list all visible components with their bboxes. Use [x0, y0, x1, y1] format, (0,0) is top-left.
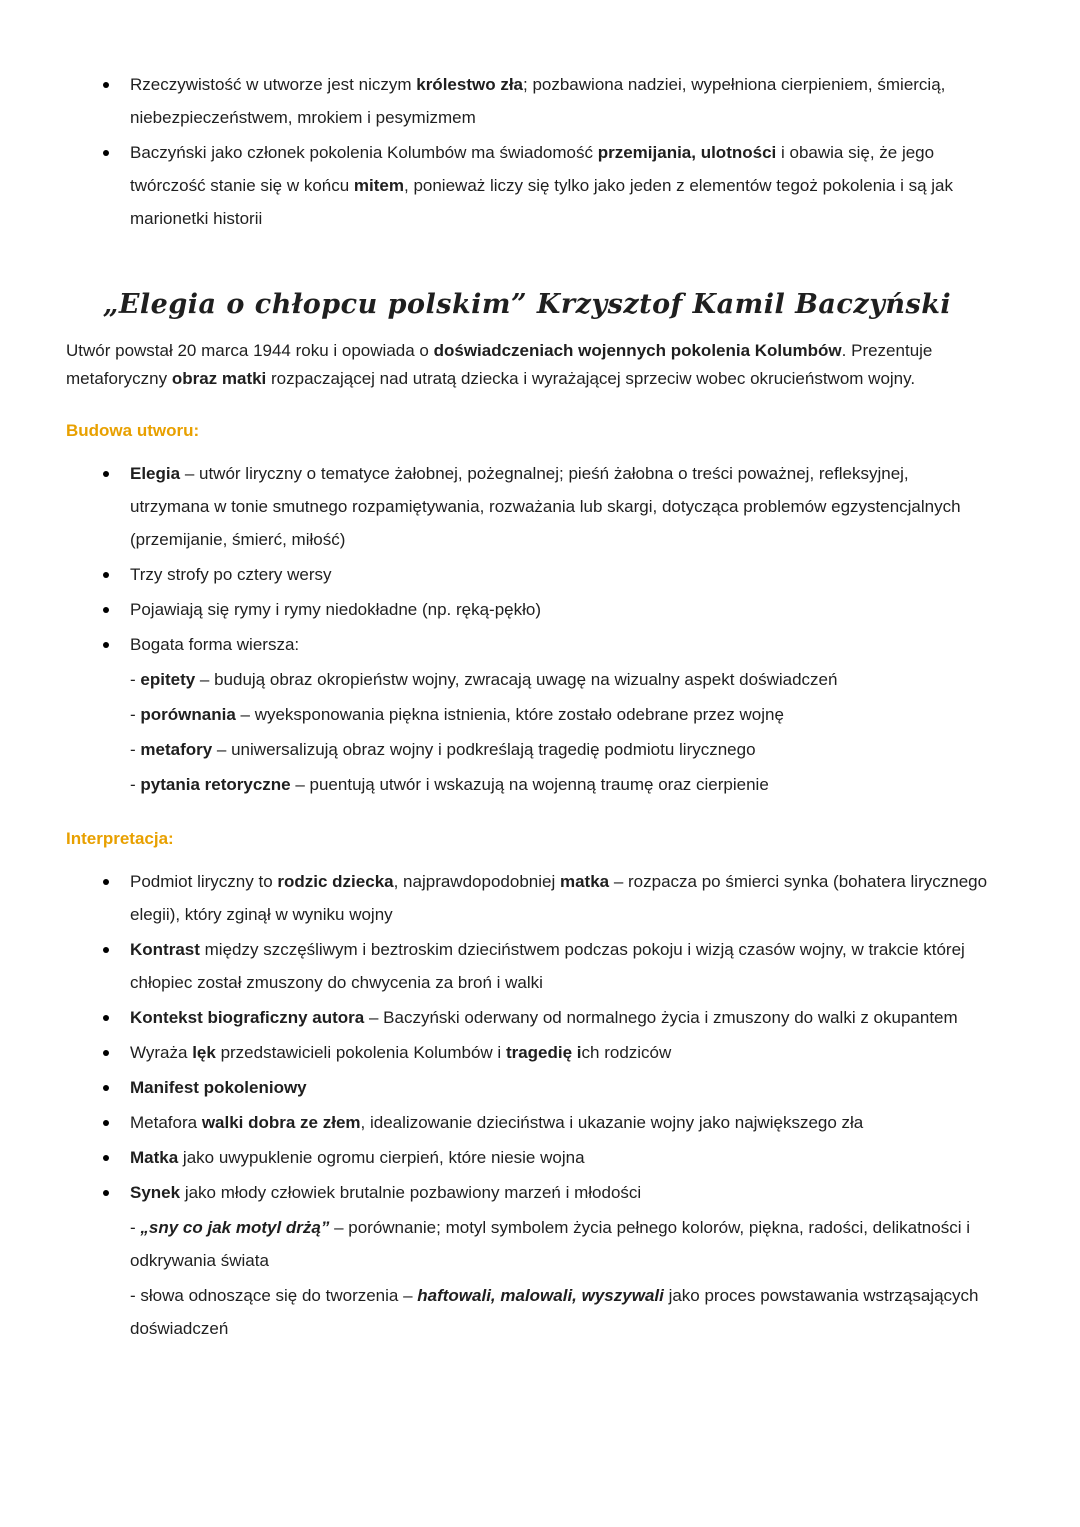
list-item-text	[130, 1176, 988, 1209]
text-segment: – uniwersalizują obraz wojny i podkreślają tragedię podmiotu lirycznego	[212, 740, 756, 760]
section-heading: Interpretacja:	[66, 829, 174, 849]
document-title: „Elegia o chłopcu polskim” Krzysztof Kamil Baczyński	[102, 289, 952, 320]
text-segment: metafory	[140, 740, 213, 760]
list-item	[66, 68, 988, 134]
bullet-icon	[103, 879, 109, 885]
list-item-text	[130, 136, 988, 235]
document-content	[66, 68, 988, 1345]
text-segment: – porównanie; motyl symbolem życia pełnego kolorów, piękna, radości, delikatności i odkrywania świata	[130, 1218, 970, 1271]
text-segment: Baczyński jako członek pokolenia Kolumbów ma świadomość	[130, 143, 598, 162]
sub-list-item	[130, 663, 988, 696]
text-segment: tragedię i	[505, 1043, 582, 1063]
text-segment: Synek	[130, 1183, 181, 1203]
intro-paragraph	[66, 337, 988, 393]
list-item	[66, 1071, 988, 1104]
list-item	[66, 628, 988, 661]
text-segment: matka	[559, 872, 610, 892]
list-item	[66, 457, 988, 556]
text-segment: między szczęśliwym i beztroskim dzieciństwem podczas pokoju i wizją czasów wojny, w trakcie której chłopiec został zmuszony do chwycenia za broń i walki	[130, 940, 965, 993]
text-segment: pytania retoryczne	[140, 775, 291, 795]
sub-list-item	[130, 768, 988, 801]
text-segment: -	[130, 670, 141, 690]
bullet-icon	[103, 947, 109, 953]
text-segment: – wyeksponowania piękna istnienia, które zostało odebrane przez wojnę	[235, 705, 784, 725]
list-item	[66, 136, 988, 235]
text-segment: , ponieważ liczy się tylko jako jeden z elementów tegoż pokolenia i są jak marionetki historii	[130, 176, 954, 228]
text-segment: , idealizowanie dzieciństwa i ukazanie wojny jako największego zła	[360, 1113, 864, 1133]
text-segment: ; pozbawiona nadziei, wypełniona cierpieniem, śmiercią, niebezpieczeństwem, mrokiem i pesymizmem	[130, 75, 946, 127]
text-segment: lęk	[192, 1043, 216, 1063]
sub-list-item	[130, 1211, 988, 1277]
text-segment: Kontekst biograficzny autora	[130, 1008, 365, 1028]
list-item-text	[130, 457, 988, 556]
text-segment: ch rodziców	[581, 1043, 672, 1063]
list-item-text	[130, 558, 988, 591]
bullet-icon	[103, 1085, 109, 1091]
text-segment: – utwór liryczny o tematyce żałobnej, pożegnalnej; pieśń żałobna o treści poważnej, refleksyjnej, utrzymana w tonie smutnego rozpamiętywania, rozważania lub skargi, dotycząca problemów egzystencjalnych (przemijanie, śmierć, miłość)	[130, 464, 961, 550]
text-segment: i obawia się, że jego twórczość stanie się w końcu	[130, 143, 935, 195]
text-segment: -	[130, 775, 141, 795]
list-item	[66, 1001, 988, 1034]
list-item-text	[130, 68, 988, 134]
list-item-text	[130, 865, 988, 931]
bullet-icon	[103, 1155, 109, 1161]
text-segment: przedstawicieli pokolenia Kolumbów i	[215, 1043, 506, 1063]
list-item-text	[130, 1001, 988, 1034]
bullet-icon	[103, 572, 109, 578]
list-item-text	[130, 593, 988, 626]
list-item-text	[130, 933, 988, 999]
list-item-text	[130, 1071, 988, 1104]
bullet-icon	[103, 150, 109, 156]
text-segment: epitety	[140, 670, 196, 690]
bullet-icon	[103, 1120, 109, 1126]
list-item-text	[130, 1036, 988, 1069]
text-segment: walki dobra ze złem	[201, 1113, 361, 1133]
text-segment: Podmiot liryczny to	[130, 872, 278, 892]
list-item	[66, 593, 988, 626]
list-item-text	[130, 1141, 988, 1174]
list-item-text	[130, 1106, 988, 1139]
text-segment: haftowali, malowali, wyszywali	[417, 1286, 664, 1306]
bullet-icon	[103, 642, 109, 648]
text-segment: Kontrast	[130, 940, 200, 960]
text-segment: – budują obraz okropieństw wojny, zwracają uwagę na wizualny aspekt doświadczeń	[195, 670, 838, 690]
bullet-icon	[103, 471, 109, 477]
text-segment: porównania	[140, 705, 236, 725]
text-segment: jako młody człowiek brutalnie pozbawiony marzeń i młodości	[180, 1183, 642, 1203]
text-segment: obraz matki	[171, 369, 267, 389]
sub-list-item	[130, 733, 988, 766]
text-segment: mitem	[353, 176, 404, 195]
text-segment: -	[130, 705, 141, 725]
text-segment: – puentują utwór i wskazują na wojenną traumę oraz cierpienie	[290, 775, 769, 795]
list-item	[66, 1106, 988, 1139]
text-segment: przemijania, ulotności	[597, 143, 777, 162]
text-segment: rodzic dziecka	[277, 872, 394, 892]
text-segment: doświadczeniach wojennych pokolenia Kolumbów	[433, 341, 842, 361]
list-item	[66, 1176, 988, 1209]
list-item	[66, 865, 988, 931]
text-segment: Utwór powstał 20 marca 1944 roku i opowiada o	[66, 341, 434, 361]
list-item-text	[130, 628, 988, 661]
text-segment: , najprawdopodobniej	[393, 872, 560, 892]
list-item	[66, 1141, 988, 1174]
text-segment: – rozpacza po śmierci synka (bohatera lirycznego elegii), który zginął w wyniku wojny	[130, 872, 988, 925]
bullet-icon	[103, 82, 109, 88]
text-segment: rozpaczającej nad utratą dziecka i wyrażającej sprzeciw wobec okrucieństwom wojny.	[266, 369, 916, 389]
text-segment: jako proces powstawania wstrząsających doświadczeń	[130, 1286, 979, 1339]
text-segment: Wyraża	[130, 1043, 193, 1063]
text-segment: jako uwypuklenie ogromu cierpień, które niesie wojna	[178, 1148, 585, 1168]
text-segment: „sny co jak motyl drżą”	[140, 1218, 330, 1238]
bullet-icon	[103, 1015, 109, 1021]
text-segment: Pojawiają się rymy i rymy niedokładne (np. ręką-pękło)	[130, 600, 541, 620]
sub-list-item	[130, 698, 988, 731]
sub-list-item	[130, 1279, 988, 1345]
text-segment: królestwo zła	[416, 75, 523, 94]
list-item	[66, 1036, 988, 1069]
text-segment: - słowa odnoszące się do tworzenia –	[130, 1286, 418, 1306]
text-segment: -	[130, 1218, 141, 1238]
bullet-icon	[103, 1050, 109, 1056]
list-item	[66, 558, 988, 591]
text-segment: Rzeczywistość w utworze jest niczym	[130, 75, 417, 94]
bullet-icon	[103, 1190, 109, 1196]
text-segment: -	[130, 740, 141, 760]
text-segment: Bogata forma wiersza:	[130, 635, 300, 655]
list-item	[66, 933, 988, 999]
text-segment: Manifest pokoleniowy	[130, 1078, 307, 1098]
text-segment: Matka	[130, 1148, 179, 1168]
text-segment: Metafora	[130, 1113, 202, 1133]
text-segment: – Baczyński oderwany od normalnego życia i zmuszony do walki z okupantem	[364, 1008, 958, 1028]
bullet-icon	[103, 607, 109, 613]
text-segment: Trzy strofy po cztery wersy	[130, 565, 332, 585]
text-segment: . Prezentuje metaforyczny	[66, 341, 933, 389]
section-heading: Budowa utworu:	[66, 421, 200, 441]
text-segment: Elegia	[130, 464, 181, 484]
